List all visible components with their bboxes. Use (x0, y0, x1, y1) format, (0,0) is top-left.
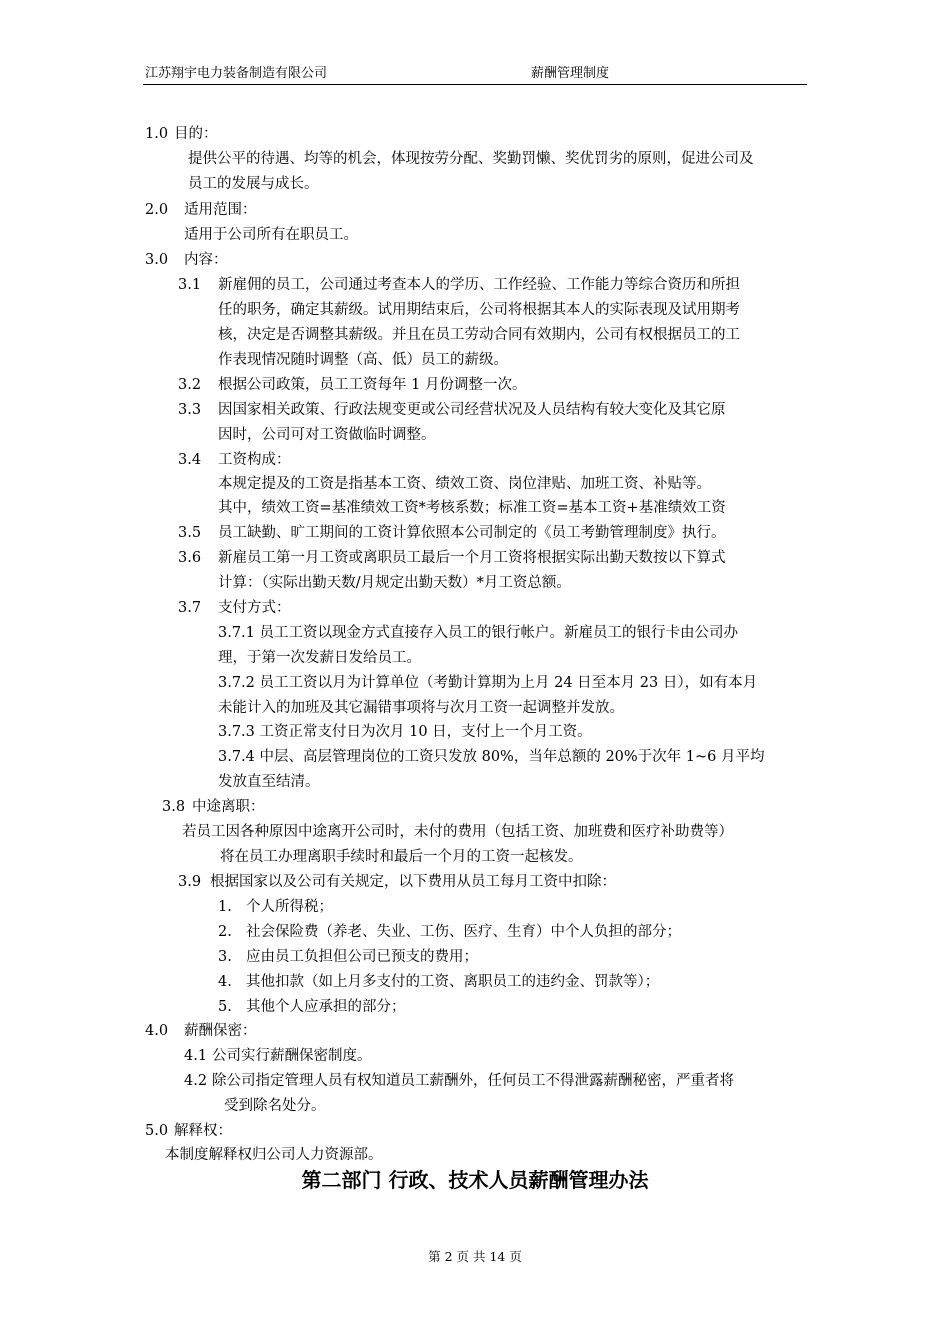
item-number: 3.7 (178, 600, 202, 616)
item-text: 受到除名处分。 (224, 1098, 326, 1114)
list-item-text: 应由员工负担但公司已预支的费用； (246, 949, 478, 965)
subitem-text: 3.7.2 员工工资以月为计算单位（考勤计算期为上月 24 日至本月 23 日），如有本月 (218, 675, 758, 691)
s5-text: 本制度解释权归公司人力资源部。 (165, 1147, 383, 1163)
item-text: 公司实行薪酬保密制度。 (212, 1048, 372, 1064)
list-item-number: 2. (218, 924, 232, 940)
item-number: 3.6 (178, 550, 202, 566)
list-item-text: 社会保险费（养老、失业、工伤、医疗、生育）中个人负担的部分； (246, 924, 681, 940)
item-text: 本规定提及的工资是指基本工资、绩效工资、岗位津贴、加班工资、补贴等。 (218, 476, 711, 492)
s1-text: 提供公平的待遇、均等的机会，体现按劳分配、奖勤罚懒、奖优罚劣的原则，促进公司及 (188, 151, 754, 167)
s4-number: 4.0 (145, 1023, 169, 1039)
item-text: 根据国家以及公司有关规定，以下费用从员工每月工资中扣除： (210, 874, 616, 890)
s2-text: 适用于公司所有在职员工。 (184, 227, 358, 243)
list-item-text: 其他个人应承担的部分； (246, 999, 406, 1015)
item-text: 根据公司政策，员工工资每年 1 月份调整一次。 (218, 377, 527, 393)
list-item-number: 1. (218, 899, 232, 915)
header-doc-title: 薪酬管理制度 (531, 66, 610, 81)
item-number: 4.2 (184, 1073, 208, 1089)
item-number: 4.1 (184, 1048, 208, 1064)
item-number: 3.4 (178, 452, 202, 468)
item-text: 中途离职： (192, 799, 265, 815)
item-text: 核，决定是否调整其薪级。并且在员工劳动合同有效期内，公司有权根据员工的工 (218, 327, 740, 343)
s3-number: 3.0 (145, 252, 169, 268)
item-number: 3.3 (178, 402, 202, 418)
subitem-text: 3.7.1 员工工资以现金方式直接存入员工的银行帐户。新雇员工的银行卡由公司办 (218, 625, 739, 641)
page-footer: 第 2 页 共 14 页 (428, 1249, 522, 1264)
s1-heading: 目的： (174, 126, 218, 142)
s5-number: 5.0 (145, 1123, 169, 1139)
item-text: 支付方式： (218, 600, 291, 616)
list-item-number: 4. (218, 974, 232, 990)
subitem-text: 理，于第一次发薪日发给员工。 (218, 650, 421, 666)
item-text: 将在员工办理离职手续时和最后一个月的工资一起核发。 (220, 849, 583, 865)
item-text: 其中，绩效工资=基准绩效工资*考核系数；标准工资=基本工资+基准绩效工资 (218, 500, 726, 516)
list-item-number: 5. (218, 999, 232, 1015)
item-text: 若员工因各种原因中途离开公司时，未付的费用（包括工资、加班费和医疗补助费等） (182, 824, 733, 840)
item-text: 作表现情况随时调整（高、低）员工的薪级。 (218, 352, 508, 368)
item-number: 3.8 (162, 799, 186, 815)
item-text: 新雇员工第一月工资或离职员工最后一个月工资将根据实际出勤天数按以下算式 (218, 550, 726, 566)
item-text: 新雇佣的员工，公司通过考查本人的学历、工作经验、工作能力等综合资历和所担 (218, 277, 740, 293)
item-text: 因国家相关政策、行政法规变更或公司经营状况及人员结构有较大变化及其它原 (218, 402, 726, 418)
item-text: 员工缺勤、旷工期间的工资计算依照本公司制定的《员工考勤管理制度》执行。 (218, 525, 726, 541)
item-text: 计算：（实际出勤天数/月规定出勤天数）*月工资总额。 (218, 575, 571, 591)
subitem-text: 发放直至结清。 (218, 774, 320, 790)
s1-number: 1.0 (145, 126, 169, 142)
page-header (143, 66, 807, 85)
item-number: 3.5 (178, 525, 202, 541)
subitem-text: 3.7.4 中层、高层管理岗位的工资只发放 80%，当年总额的 20%于次年 1~6 月平均 (218, 749, 765, 765)
s2-heading: 适用范围： (184, 202, 257, 218)
subitem-text: 未能计入的加班及其它漏错事项将与次月工资一起调整并发放。 (218, 700, 624, 716)
list-item-number: 3. (218, 949, 232, 965)
item-number: 3.2 (178, 377, 202, 393)
list-item-text: 其他扣款（如上月多支付的工资、离职员工的违约金、罚款等）； (246, 974, 660, 990)
item-text: 除公司指定管理人员有权知道员工薪酬外，任何员工不得泄露薪酬秘密，严重者将 (212, 1073, 734, 1089)
s4-heading: 薪酬保密： (184, 1023, 257, 1039)
item-text: 任的职务，确定其薪级。试用期结束后，公司将根据其本人的实际表现及试用期考 (218, 302, 740, 318)
list-item-text: 个人所得税； (246, 899, 333, 915)
item-text: 因时，公司可对工资做临时调整。 (218, 427, 436, 443)
s1-text: 员工的发展与成长。 (188, 176, 319, 192)
item-text: 工资构成： (218, 452, 291, 468)
s3-heading: 内容： (184, 252, 228, 268)
item-number: 3.1 (178, 277, 202, 293)
s2-number: 2.0 (145, 202, 169, 218)
item-number: 3.9 (178, 874, 202, 890)
part-title: 第二部门 行政、技术人员薪酬管理办法 (301, 1168, 649, 1192)
s5-heading: 解释权： (174, 1123, 232, 1139)
header-company: 江苏翔宇电力装备制造有限公司 (145, 66, 328, 81)
subitem-text: 3.7.3 工资正常支付日为次月 10 日，支付上一个月工资。 (218, 724, 592, 740)
